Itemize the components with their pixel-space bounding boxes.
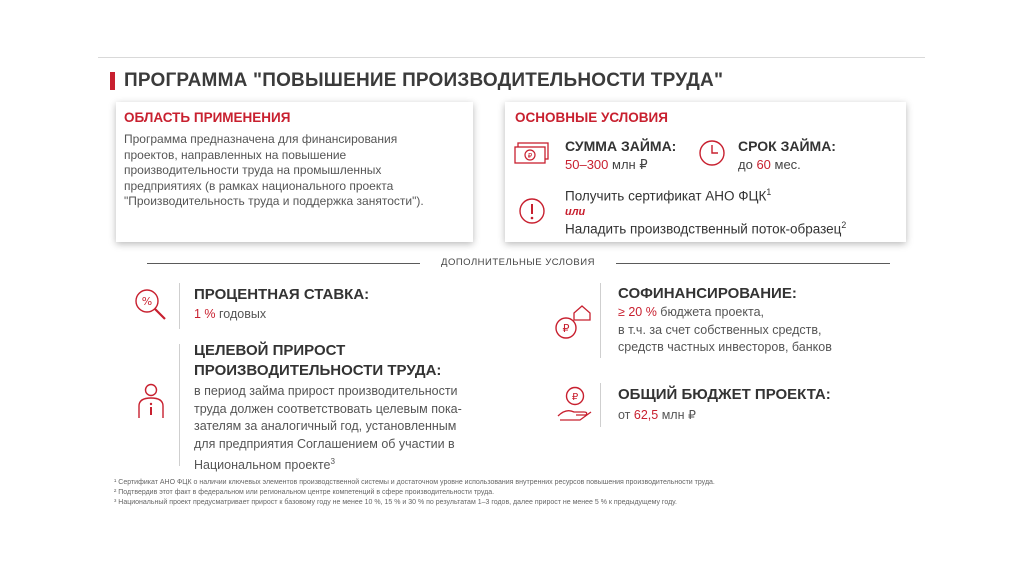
requirement-line-2: Наладить производственный поток-образец$^2$ xyxy=(565,220,847,237)
rate-heading: ПРОЦЕНТНАЯ СТАВКА: xyxy=(194,286,370,303)
top-divider xyxy=(98,57,925,58)
additional-divider-left xyxy=(147,263,420,264)
loan-term-value: до 60 мес. xyxy=(738,157,801,172)
percent-magnifier-icon xyxy=(133,288,171,324)
additional-divider-right xyxy=(616,263,890,264)
loan-term-label: СРОК ЗАЙМА: xyxy=(738,138,836,154)
loan-sum-label: СУММА ЗАЙМА: xyxy=(565,138,677,154)
rate-separator xyxy=(179,283,180,329)
conditions-card xyxy=(505,102,906,242)
page-title: ПРОГРАММА "ПОВЫШЕНИЕ ПРОИЗВОДИТЕЛЬНОСТИ ТРУДА" xyxy=(124,70,724,91)
exclamation-icon xyxy=(519,198,547,226)
cofinancing-separator xyxy=(600,283,601,358)
growth-separator xyxy=(179,344,180,466)
person-info-icon xyxy=(137,384,167,420)
money-icon xyxy=(514,142,550,164)
budget-heading: ОБЩИЙ БЮДЖЕТ ПРОЕКТА: xyxy=(618,386,831,403)
scope-text: Программа предназначена для финансирования проектов, направленных на повышение производительности труда на промышленных предприятиях (в рамках национального проекта "Производительность труда и поддержка занятости"). xyxy=(124,132,424,208)
svg-text:₽: ₽ xyxy=(562,322,570,335)
clock-icon xyxy=(698,139,728,169)
budget-value: от 62,5 млн ₽ xyxy=(618,408,696,422)
budget-separator xyxy=(600,383,601,427)
footnote-2: ² Подтвердив этот факт в федеральном или региональном центре компетенций в сфере производительности труда. xyxy=(114,489,495,496)
title-accent-bar xyxy=(110,72,115,90)
svg-text:₽: ₽ xyxy=(571,392,579,403)
ruble-house-icon xyxy=(552,303,592,343)
additional-conditions-label: ДОПОЛНИТЕЛЬНЫЕ УСЛОВИЯ xyxy=(422,257,614,268)
footnote-3: ³ Национальный проект предусматривает прирост к базовому году не менее 10 %, 15 % и 30 % по результатам 1–3 годов, далее прирост не менее 5 % к предыдущему году. xyxy=(114,499,677,506)
footnote-1: ¹ Сертификат АНО ФЦК о наличии ключевых элементов производственной системы и достаточном уровне использования внутренних ресурсов повышения производительности труда. xyxy=(114,479,715,486)
scope-card xyxy=(116,102,473,242)
requirement-line-1: Получить сертификат АНО ФЦК$^1$ xyxy=(565,187,772,204)
loan-sum-value: 50–300 млн ₽ xyxy=(565,157,648,172)
cofinancing-text: ≥ 20 % бюджета проекта, в т.ч. за счет собственных средств, средств частных инвесторов, банков xyxy=(618,305,832,354)
ruble-hand-icon xyxy=(556,386,594,422)
requirement-or: или xyxy=(565,206,586,218)
rate-value: 1 % годовых xyxy=(194,307,267,321)
conditions-heading: ОСНОВНЫЕ УСЛОВИЯ xyxy=(515,110,668,125)
svg-text:₽: ₽ xyxy=(527,152,533,160)
svg-text:%: % xyxy=(141,295,153,308)
growth-heading: ЦЕЛЕВОЙ ПРИРОСТ ПРОИЗВОДИТЕЛЬНОСТИ ТРУДА: xyxy=(194,342,442,379)
growth-text: в период займа прирост производительности труда должен соответствовать целевым пока- зателям за аналогичный год, установленным для предприятия Соглашением об участии в Национальном проекте$^3$ xyxy=(194,384,462,473)
cofinancing-heading: СОФИНАНСИРОВАНИЕ: xyxy=(618,285,797,302)
scope-heading: ОБЛАСТЬ ПРИМЕНЕНИЯ xyxy=(124,110,291,125)
